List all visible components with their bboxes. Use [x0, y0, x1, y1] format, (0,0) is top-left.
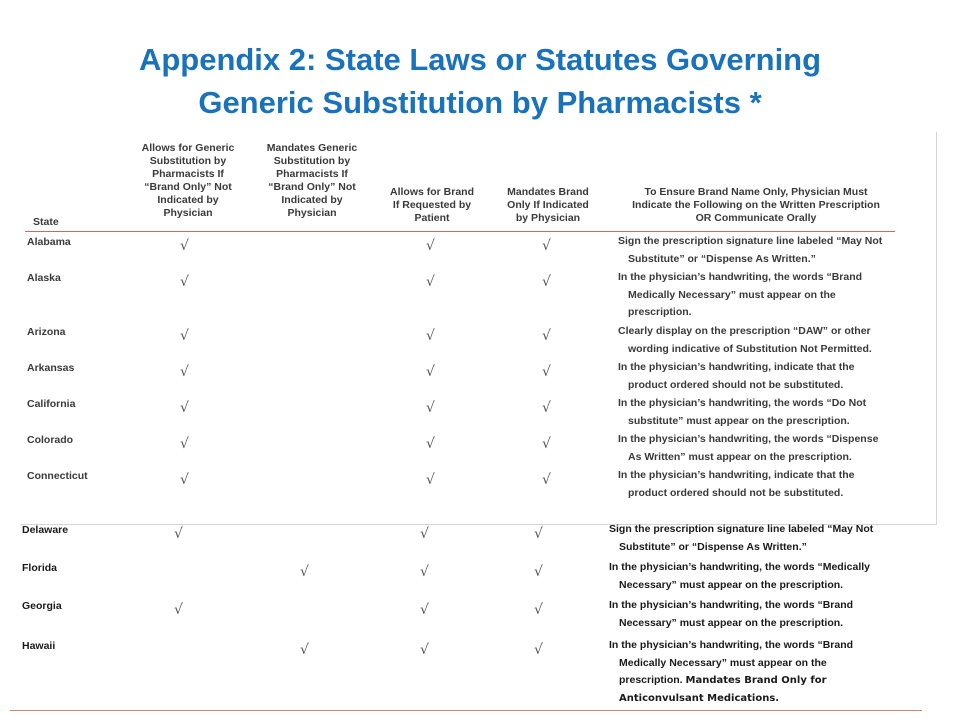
check-mark-icon: √ — [542, 400, 551, 416]
instruction-line: In the physician’s handwriting, the words “Dispense — [618, 433, 879, 445]
header-allows-generic: Allows for Generic Substitution by Pharmacists If “Brand Only” Not Indicated by Physician — [141, 142, 235, 219]
physician-instruction — [618, 323, 872, 358]
check-mark-icon: √ — [534, 602, 543, 618]
check-mark-icon: √ — [420, 602, 429, 618]
check-mark-icon: √ — [542, 364, 551, 380]
check-mark-icon: √ — [180, 238, 189, 254]
check-mark-icon: √ — [180, 328, 189, 344]
instruction-line: In the physician’s handwriting, indicate that the — [618, 361, 855, 373]
check-mark-icon: √ — [180, 472, 189, 488]
slide-title — [0, 38, 960, 124]
state-name: Connecticut — [27, 470, 88, 482]
check-mark-icon: √ — [174, 526, 183, 542]
check-mark-icon: √ — [426, 400, 435, 416]
check-mark-icon: √ — [180, 436, 189, 452]
instruction-line: Sign the prescription signature line labeled “May Not — [618, 235, 883, 247]
instruction-line: Necessary” must appear on the prescription. — [619, 616, 844, 629]
instruction-line: Medically Necessary” must appear on the — [619, 656, 827, 669]
check-mark-icon: √ — [426, 274, 435, 290]
instruction-line: prescription. Mandates Brand Only for — [619, 674, 827, 686]
state-name: Alaska — [27, 272, 61, 284]
instruction-line: product ordered should not be substituted. — [628, 486, 844, 499]
instruction-line: product ordered should not be substituted. — [628, 378, 844, 391]
emphasis-text: Mandates Brand Only for — [685, 675, 827, 686]
check-mark-icon: √ — [426, 238, 435, 254]
header-divider — [25, 231, 895, 232]
state-name: Florida — [22, 562, 58, 574]
instruction-line: In the physician’s handwriting, the words “Brand — [609, 599, 854, 611]
state-name: Arkansas — [27, 362, 75, 374]
check-mark-icon: √ — [420, 642, 429, 658]
physician-instruction — [618, 431, 878, 466]
header-state: State — [33, 216, 59, 228]
instruction-line: In the physician’s handwriting, the words “Brand — [618, 271, 863, 283]
header-physician-must: To Ensure Brand Name Only, Physician Must Indicate the Following on the Written Prescription OR Communicate Orally — [632, 186, 880, 224]
state-name: Colorado — [27, 434, 74, 446]
check-mark-icon: √ — [542, 274, 551, 290]
check-mark-icon: √ — [426, 436, 435, 452]
physician-instruction — [609, 559, 870, 594]
header-mandates-brand: Mandates Brand Only If Indicated by Physician — [507, 186, 589, 224]
physician-instruction — [609, 637, 853, 707]
physician-instruction — [609, 521, 873, 556]
state-name: Hawaii — [22, 640, 56, 652]
state-name: California — [27, 398, 76, 410]
instruction-line: substitute” must appear on the prescription. — [628, 414, 850, 427]
physician-instruction — [618, 395, 866, 430]
bottom-divider — [10, 710, 922, 711]
check-mark-icon: √ — [180, 274, 189, 290]
instruction-line: In the physician’s handwriting, indicate that the — [618, 469, 855, 481]
instruction-line: In the physician’s handwriting, the words “Medically — [609, 561, 870, 573]
check-mark-icon: √ — [542, 328, 551, 344]
check-mark-icon: √ — [180, 364, 189, 380]
check-mark-icon: √ — [300, 564, 309, 580]
check-mark-icon: √ — [542, 436, 551, 452]
check-mark-icon: √ — [534, 642, 543, 658]
state-name: Alabama — [27, 236, 71, 248]
instruction-line: Sign the prescription signature line labeled “May Not — [609, 523, 874, 535]
physician-instruction — [609, 597, 853, 632]
header-allows-brand: Allows for Brand If Requested by Patient — [389, 186, 474, 224]
check-mark-icon: √ — [420, 564, 429, 580]
physician-instruction — [618, 269, 862, 322]
instruction-line: Clearly display on the prescription “DAW” or other — [618, 325, 871, 337]
instruction-line: Necessary” must appear on the prescription. — [619, 578, 844, 591]
state-name: Arizona — [27, 326, 66, 338]
instruction-line: Substitute” or “Dispense As Written.” — [628, 252, 816, 265]
instruction-line: wording indicative of Substitution Not Permitted. — [628, 342, 872, 355]
check-mark-icon: √ — [426, 328, 435, 344]
state-name: Delaware — [22, 524, 69, 536]
instruction-line: Anticonvulsant Medications. — [619, 692, 780, 704]
instruction-line: Substitute” or “Dispense As Written.” — [619, 540, 807, 553]
instruction-line: prescription. — [628, 306, 692, 318]
instruction-line: Medically Necessary” must appear on the — [628, 288, 836, 301]
check-mark-icon: √ — [426, 472, 435, 488]
instruction-line: As Written” must appear on the prescription. — [628, 450, 852, 463]
check-mark-icon: √ — [534, 564, 543, 580]
check-mark-icon: √ — [420, 526, 429, 542]
title-line-2: Generic Substitution by Pharmacists * — [198, 85, 762, 120]
check-mark-icon: √ — [300, 642, 309, 658]
check-mark-icon: √ — [542, 472, 551, 488]
instruction-line: In the physician’s handwriting, the words “Do Not — [618, 397, 867, 409]
instruction-line: In the physician’s handwriting, the words “Brand — [609, 639, 854, 651]
physician-instruction — [618, 359, 854, 394]
check-mark-icon: √ — [426, 364, 435, 380]
header-mandates-generic: Mandates Generic Substitution by Pharmacists If “Brand Only” Not Indicated by Physician — [266, 142, 358, 219]
check-mark-icon: √ — [174, 602, 183, 618]
title-line-1: Appendix 2: State Laws or Statutes Governing — [138, 42, 822, 77]
check-mark-icon: √ — [542, 238, 551, 254]
state-name: Georgia — [22, 600, 62, 612]
check-mark-icon: √ — [180, 400, 189, 416]
check-mark-icon: √ — [534, 526, 543, 542]
physician-instruction — [618, 233, 882, 268]
physician-instruction — [618, 467, 854, 502]
